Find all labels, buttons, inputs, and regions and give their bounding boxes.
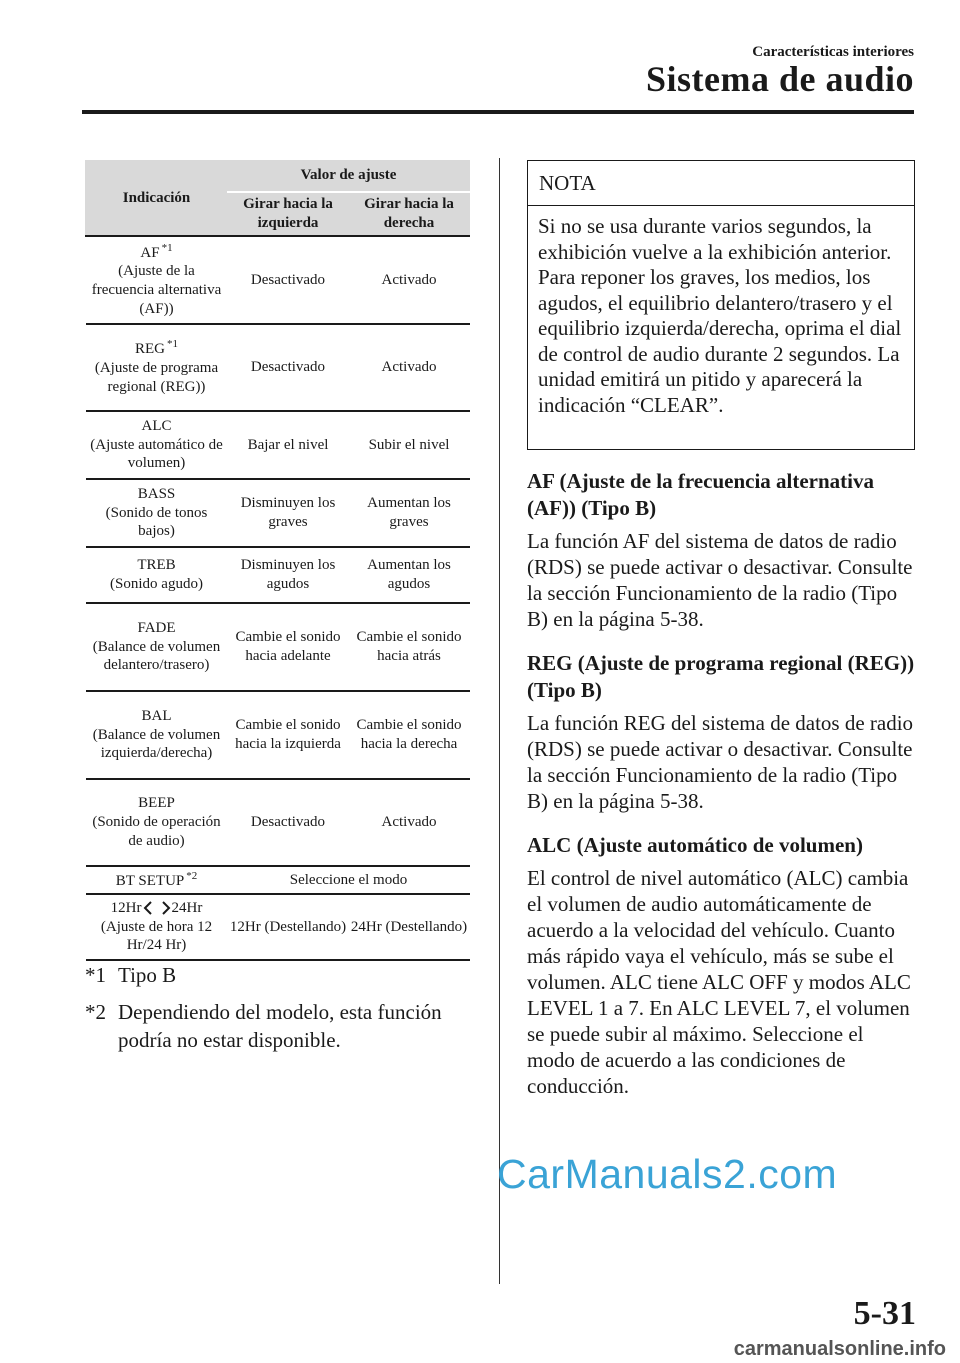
row-indicator xyxy=(86,866,228,894)
footnote xyxy=(85,999,475,1054)
value-turn-left: Disminuyen los graves xyxy=(228,479,349,547)
section-heading-reg: REG (Ajuste de programa regional (REG)) (Tipo B) xyxy=(527,651,915,702)
footnotes xyxy=(85,962,475,1064)
note-heading: NOTA xyxy=(528,161,914,206)
page-title: Sistema de audio xyxy=(645,59,914,99)
footnote-ref: *1 xyxy=(167,338,178,351)
indicator-description: (Balance de volumen delantero/trasero) xyxy=(92,638,221,674)
value-turn-left: Desactivado xyxy=(228,779,349,866)
note-body: Si no se usa durante varios segundos, la exhibición vuelve a la exhibición anterior. Para reponer los graves, los medios, los agudos, el equilibrio delantero/trasero y el equilibrio izquierda/derecha, oprima el dial de control de audio durante 2 segundos. La unidad emitirá un pitido y aparecerá la indicación “CLEAR”. xyxy=(538,214,902,417)
footnote-mark: *2 xyxy=(85,1000,106,1025)
header-turn-right: Girar hacia la derecha xyxy=(349,192,470,236)
indicator-name: BT SETUP xyxy=(115,872,185,889)
header-subtitle: Características interiores xyxy=(752,44,914,60)
value-turn-right: Activado xyxy=(349,236,470,324)
row-indicator xyxy=(86,691,228,779)
page-number: 5-31 xyxy=(853,1295,916,1332)
note-box xyxy=(527,160,915,450)
table-row xyxy=(86,411,470,479)
section-heading-alc: ALC (Ajuste automático de volumen) xyxy=(527,833,863,857)
left-right-arrows-icon xyxy=(142,901,172,915)
value-turn-left: Desactivado xyxy=(228,324,349,411)
settings-table xyxy=(85,160,470,961)
table-row xyxy=(86,866,470,894)
table-row xyxy=(86,547,470,603)
indicator-name: FADE xyxy=(137,619,176,636)
indicator-description: (Sonido agudo) xyxy=(110,576,203,592)
value-turn-left: Cambie el sonido hacia adelante xyxy=(228,603,349,691)
value-turn-left: Bajar el nivel xyxy=(228,411,349,479)
header-turn-left: Girar hacia la izquierda xyxy=(228,192,349,236)
table-row xyxy=(86,479,470,547)
table-row xyxy=(86,603,470,691)
footnote-text: Dependiendo del modelo, esta función podría no estar disponible. xyxy=(118,1000,442,1052)
value-turn-right: Activado xyxy=(349,324,470,411)
indicator-description: (Ajuste de la frecuencia alternativa (AF)) xyxy=(91,263,222,317)
footnote-text: Tipo B xyxy=(118,963,177,987)
value-turn-left: Cambie el sonido hacia la izquierda xyxy=(228,691,349,779)
row-indicator xyxy=(86,547,228,603)
indicator-name: AF xyxy=(140,244,160,261)
value-turn-right: Activado xyxy=(349,779,470,866)
value-turn-right: Cambie el sonido hacia la derecha xyxy=(349,691,470,779)
indicator-description: (Sonido de tonos bajos) xyxy=(105,504,208,540)
table-row xyxy=(86,779,470,866)
indicator-name: BAL xyxy=(141,707,172,724)
indicator-description: (Sonido de operación de audio) xyxy=(92,814,221,849)
value-select-mode: Seleccione el modo xyxy=(228,866,470,894)
value-turn-left: 12Hr (Destellando) xyxy=(228,894,349,960)
indicator-description: (Ajuste automático de volumen) xyxy=(90,436,223,472)
row-indicator xyxy=(86,479,228,547)
footnote-ref: *1 xyxy=(161,241,173,254)
indicator-name: 12Hr xyxy=(110,899,142,916)
indicator-name: 24Hr xyxy=(171,899,203,916)
indicator-description: (Ajuste de hora 12 Hr/24 Hr) xyxy=(100,918,213,954)
footer-url: carmanualsonline.info xyxy=(733,1338,946,1360)
row-indicator xyxy=(86,779,228,866)
right-column xyxy=(527,160,915,1099)
header-rule xyxy=(82,110,914,114)
value-turn-right: 24Hr (Destellando) xyxy=(349,894,470,960)
footnote-ref: *2 xyxy=(186,869,198,882)
section-heading-af: AF (Ajuste de la frecuencia alternativa (AF)) (Tipo B) xyxy=(527,469,875,520)
value-turn-right: Subir el nivel xyxy=(349,411,470,479)
value-turn-left: Desactivado xyxy=(228,236,349,324)
value-turn-left: Disminuyen los agudos xyxy=(228,547,349,603)
section-body-af: La función AF del sistema de datos de radio (RDS) se puede activar o desactivar. Consulte la sección Funcionamiento de la radio (Tipo B) en la página 5-38. xyxy=(527,529,913,631)
table-row xyxy=(86,324,470,411)
table-row xyxy=(86,691,470,779)
header-value: Valor de ajuste xyxy=(228,161,470,192)
table-row xyxy=(86,894,470,960)
row-indicator xyxy=(86,411,228,479)
indicator-name: BEEP xyxy=(138,795,175,812)
header-indicator: Indicación xyxy=(86,161,228,237)
settings-table-container xyxy=(85,160,469,961)
indicator-name: REG xyxy=(135,341,165,358)
indicator-name: ALC xyxy=(141,417,172,434)
indicator-name: BASS xyxy=(137,485,176,502)
section-body-alc: El control de nivel automático (ALC) cambia el volumen de audio automáticamente de acuerdo a la velocidad del vehículo. Cuanto más rápido vaya el vehículo, más se sube el volumen. ALC tiene ALC OFF y modos ALC LEVEL 1 a 7. En ALC LEVEL 7, el volumen se puede subir al máximo. Seleccione el modo de acuerdo a las condiciones de conducción. xyxy=(527,866,911,1098)
value-turn-right: Cambie el sonido hacia atrás xyxy=(349,603,470,691)
row-indicator xyxy=(86,603,228,691)
indicator-name: TREB xyxy=(137,557,176,574)
indicator-description: (Ajuste de programa regional (REG)) xyxy=(94,360,219,395)
watermark-logo: CarManuals2.com xyxy=(497,1151,838,1197)
section-body-reg: La función REG del sistema de datos de radio (RDS) se puede activar o desactivar. Consulte la sección Funcionamiento de la radio (Tipo B) en la página 5-38. xyxy=(527,711,914,813)
value-turn-right: Aumentan los agudos xyxy=(349,547,470,603)
value-turn-right: Aumentan los graves xyxy=(349,479,470,547)
row-indicator xyxy=(86,894,228,960)
row-indicator xyxy=(86,324,228,411)
footnote-mark: *1 xyxy=(85,963,106,987)
row-indicator xyxy=(86,236,228,324)
footnote xyxy=(85,962,475,989)
indicator-description: (Balance de volumen izquierda/derecha) xyxy=(92,726,221,762)
table-row xyxy=(86,236,470,324)
column-divider xyxy=(499,158,500,1284)
